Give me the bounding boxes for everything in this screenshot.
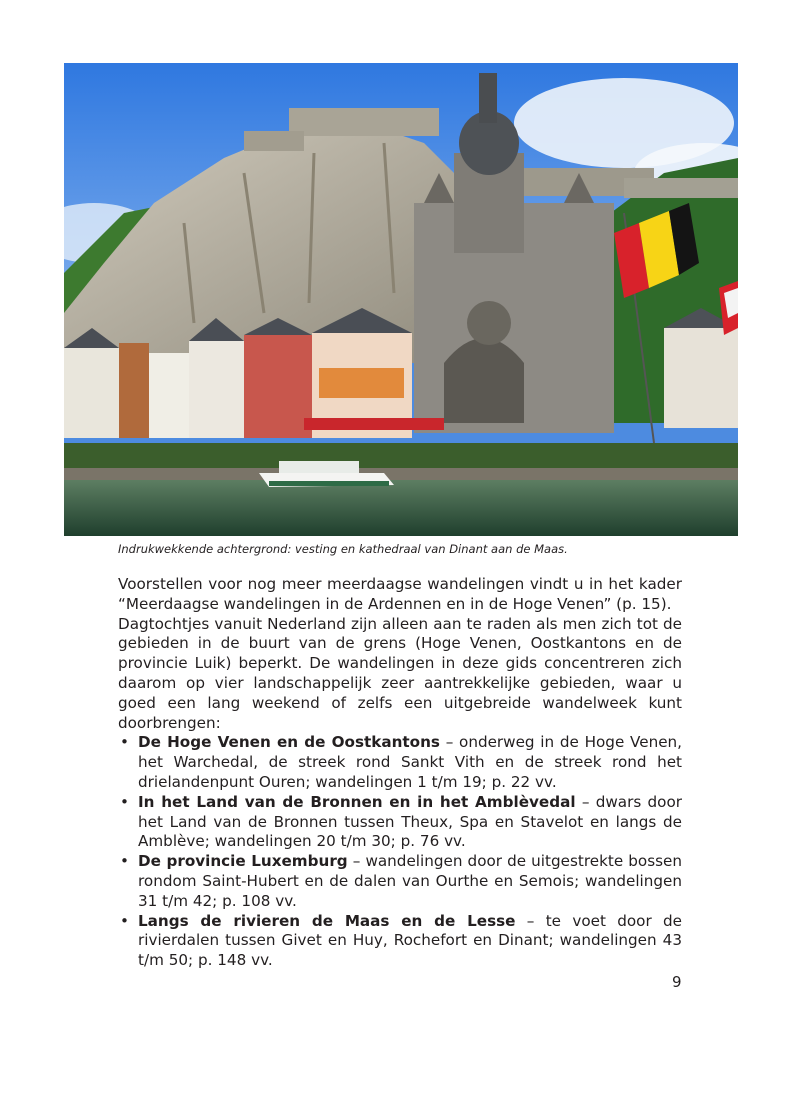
quay (64, 468, 738, 480)
trees-row (64, 443, 738, 468)
bullet-icon: • (120, 852, 129, 871)
river-meuse (64, 480, 738, 536)
photo-dinant (64, 63, 738, 536)
region-title: De provincie Luxemburg (138, 852, 348, 871)
house (189, 341, 244, 438)
region-description: – te voet door de rivierdalen tussen Givet en Huy, Rochefort en Dinant; wandelingen 43 t/m 50; p. 148 vv. (138, 911, 682, 970)
region-description: – onderweg in de Hoge Venen, het Warchedal, de streek rond Sankt Vith en de streek rond het drielandenpunt Ouren; wandelingen 1 t/m 19; p. 22 vv. (138, 733, 682, 791)
list-item (118, 793, 682, 852)
bullet-icon: • (120, 792, 129, 811)
region-description: – dwars door het Land van de Bronnen tussen Theux, Spa en Stavelot en langs de Amblève; wandelingen 20 t/m 30; p. 76 vv. (138, 792, 683, 851)
list-item (118, 733, 682, 792)
awning (304, 418, 444, 430)
house (64, 348, 119, 438)
list-item (118, 912, 682, 971)
region-title: De Hoge Venen en de Oostkantons (138, 733, 440, 752)
house-right (664, 328, 738, 428)
house (149, 353, 189, 438)
region-description: – wandelingen door de uitgestrekte bossen rondom Saint-Hubert en de dalen van Ourthe en Semois; wandelingen 31 t/m 42; p. 108 vv. (138, 852, 682, 910)
bullet-icon: • (120, 733, 129, 752)
region-title: In het Land van de Bronnen en in het Amblèvedal (138, 792, 576, 811)
region-title: Langs de rivieren de Maas en de Lesse (138, 911, 516, 930)
page-number: 9 (672, 973, 682, 991)
list-item (118, 852, 682, 911)
rose-window (467, 301, 511, 345)
citadel-wall (624, 178, 738, 198)
cathedral-portal (444, 338, 524, 423)
citadel (289, 108, 439, 136)
citadel-wall (244, 131, 304, 151)
house-facade (319, 368, 404, 398)
house (244, 335, 312, 438)
boat-hull-stripe (269, 481, 389, 486)
region-list (118, 733, 682, 971)
boat-cabin (279, 461, 359, 473)
house (119, 343, 149, 438)
intro-paragraph-1: Voorstellen voor nog meer meerdaagse wandelingen vindt u in het kader “Meerdaagse wandelingen in de Ardennen en in de Hoge Venen” (p. 15). (118, 575, 682, 613)
photo-illustration (64, 63, 738, 536)
intro-paragraph-2: Dagtochtjes vanuit Nederland zijn alleen aan te raden als men zich tot de gebieden in de buurt van de grens (Hoge Venen, Oostkantons en de provincie Luik) beperkt. De wandelingen in deze gids concentreren zich daarom op vier landschappelijk zeer aantrekkelijke gebieden, waar u goed een lang weekend of zelfs een uitgebreide wandelweek kunt doorbrengen: (118, 614, 682, 732)
main-text (118, 575, 682, 971)
bullet-icon: • (120, 911, 129, 930)
cathedral-spire (479, 73, 497, 123)
figure-caption: Indrukwekkende achtergrond: vesting en kathedraal van Dinant aan de Maas. (118, 542, 568, 556)
